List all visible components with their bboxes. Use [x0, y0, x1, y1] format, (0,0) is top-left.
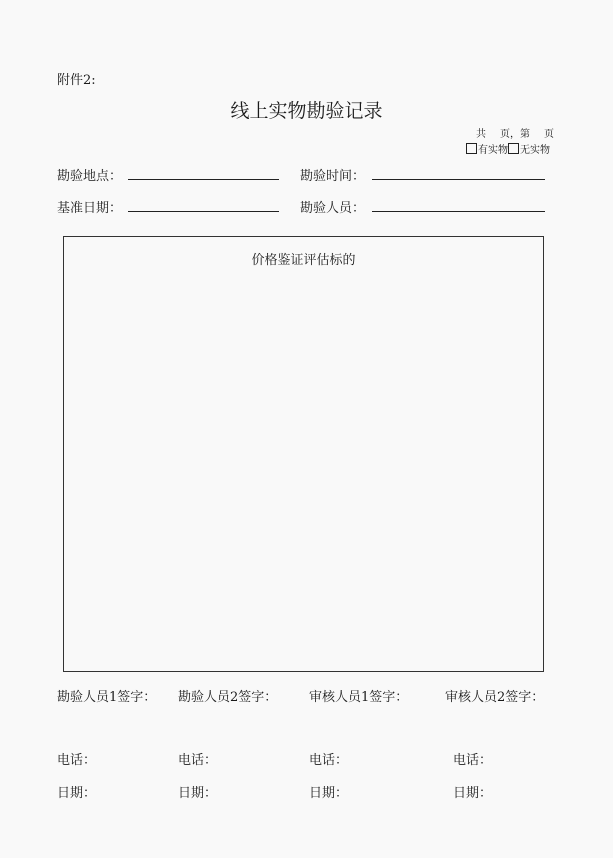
time-field[interactable] — [372, 179, 545, 180]
reviewer1-phone-label: 电话： — [309, 753, 349, 768]
location-field[interactable] — [128, 179, 279, 180]
page-total-label: 共 — [476, 129, 486, 140]
page-counter — [476, 125, 554, 140]
inspector2-date-label: 日期： — [178, 786, 218, 801]
appraisal-subject-panel[interactable] — [63, 236, 544, 672]
reviewer2-phone-label: 电话： — [453, 753, 493, 768]
inspector1-date-label: 日期： — [57, 786, 97, 801]
has-item-label: 有实物 — [478, 145, 508, 156]
page-title: 线上实物勘验记录 — [230, 100, 383, 122]
inspectors-label: 勘验人员： — [300, 201, 366, 216]
reviewer2-signature-label: 审核人员2签字： — [445, 690, 545, 705]
reviewer1-date-label: 日期： — [309, 786, 349, 801]
inspectors-field[interactable] — [372, 211, 545, 212]
reviewer2-date-label: 日期： — [453, 786, 493, 801]
no-item-label: 无实物 — [520, 145, 550, 156]
inspector2-phone-label: 电话： — [178, 753, 218, 768]
inspector2-signature-label: 勘验人员2签字： — [178, 690, 278, 705]
attachment-label: 附件2: — [57, 73, 96, 88]
page-unit-2: 页 — [544, 129, 554, 140]
location-label: 勘验地点： — [57, 169, 123, 184]
item-type-checkboxes — [466, 141, 550, 156]
base-date-label: 基准日期： — [57, 201, 123, 216]
base-date-field[interactable] — [128, 211, 279, 212]
no-item-checkbox[interactable] — [508, 143, 519, 154]
inspector1-phone-label: 电话： — [57, 753, 97, 768]
inspector1-signature-label: 勘验人员1签字： — [57, 690, 157, 705]
time-label: 勘验时间： — [300, 169, 366, 184]
has-item-checkbox[interactable] — [466, 143, 477, 154]
reviewer1-signature-label: 审核人员1签字： — [309, 690, 409, 705]
panel-title: 价格鉴证评估标的 — [251, 253, 356, 268]
page-unit-1: 页，第 — [500, 129, 530, 140]
